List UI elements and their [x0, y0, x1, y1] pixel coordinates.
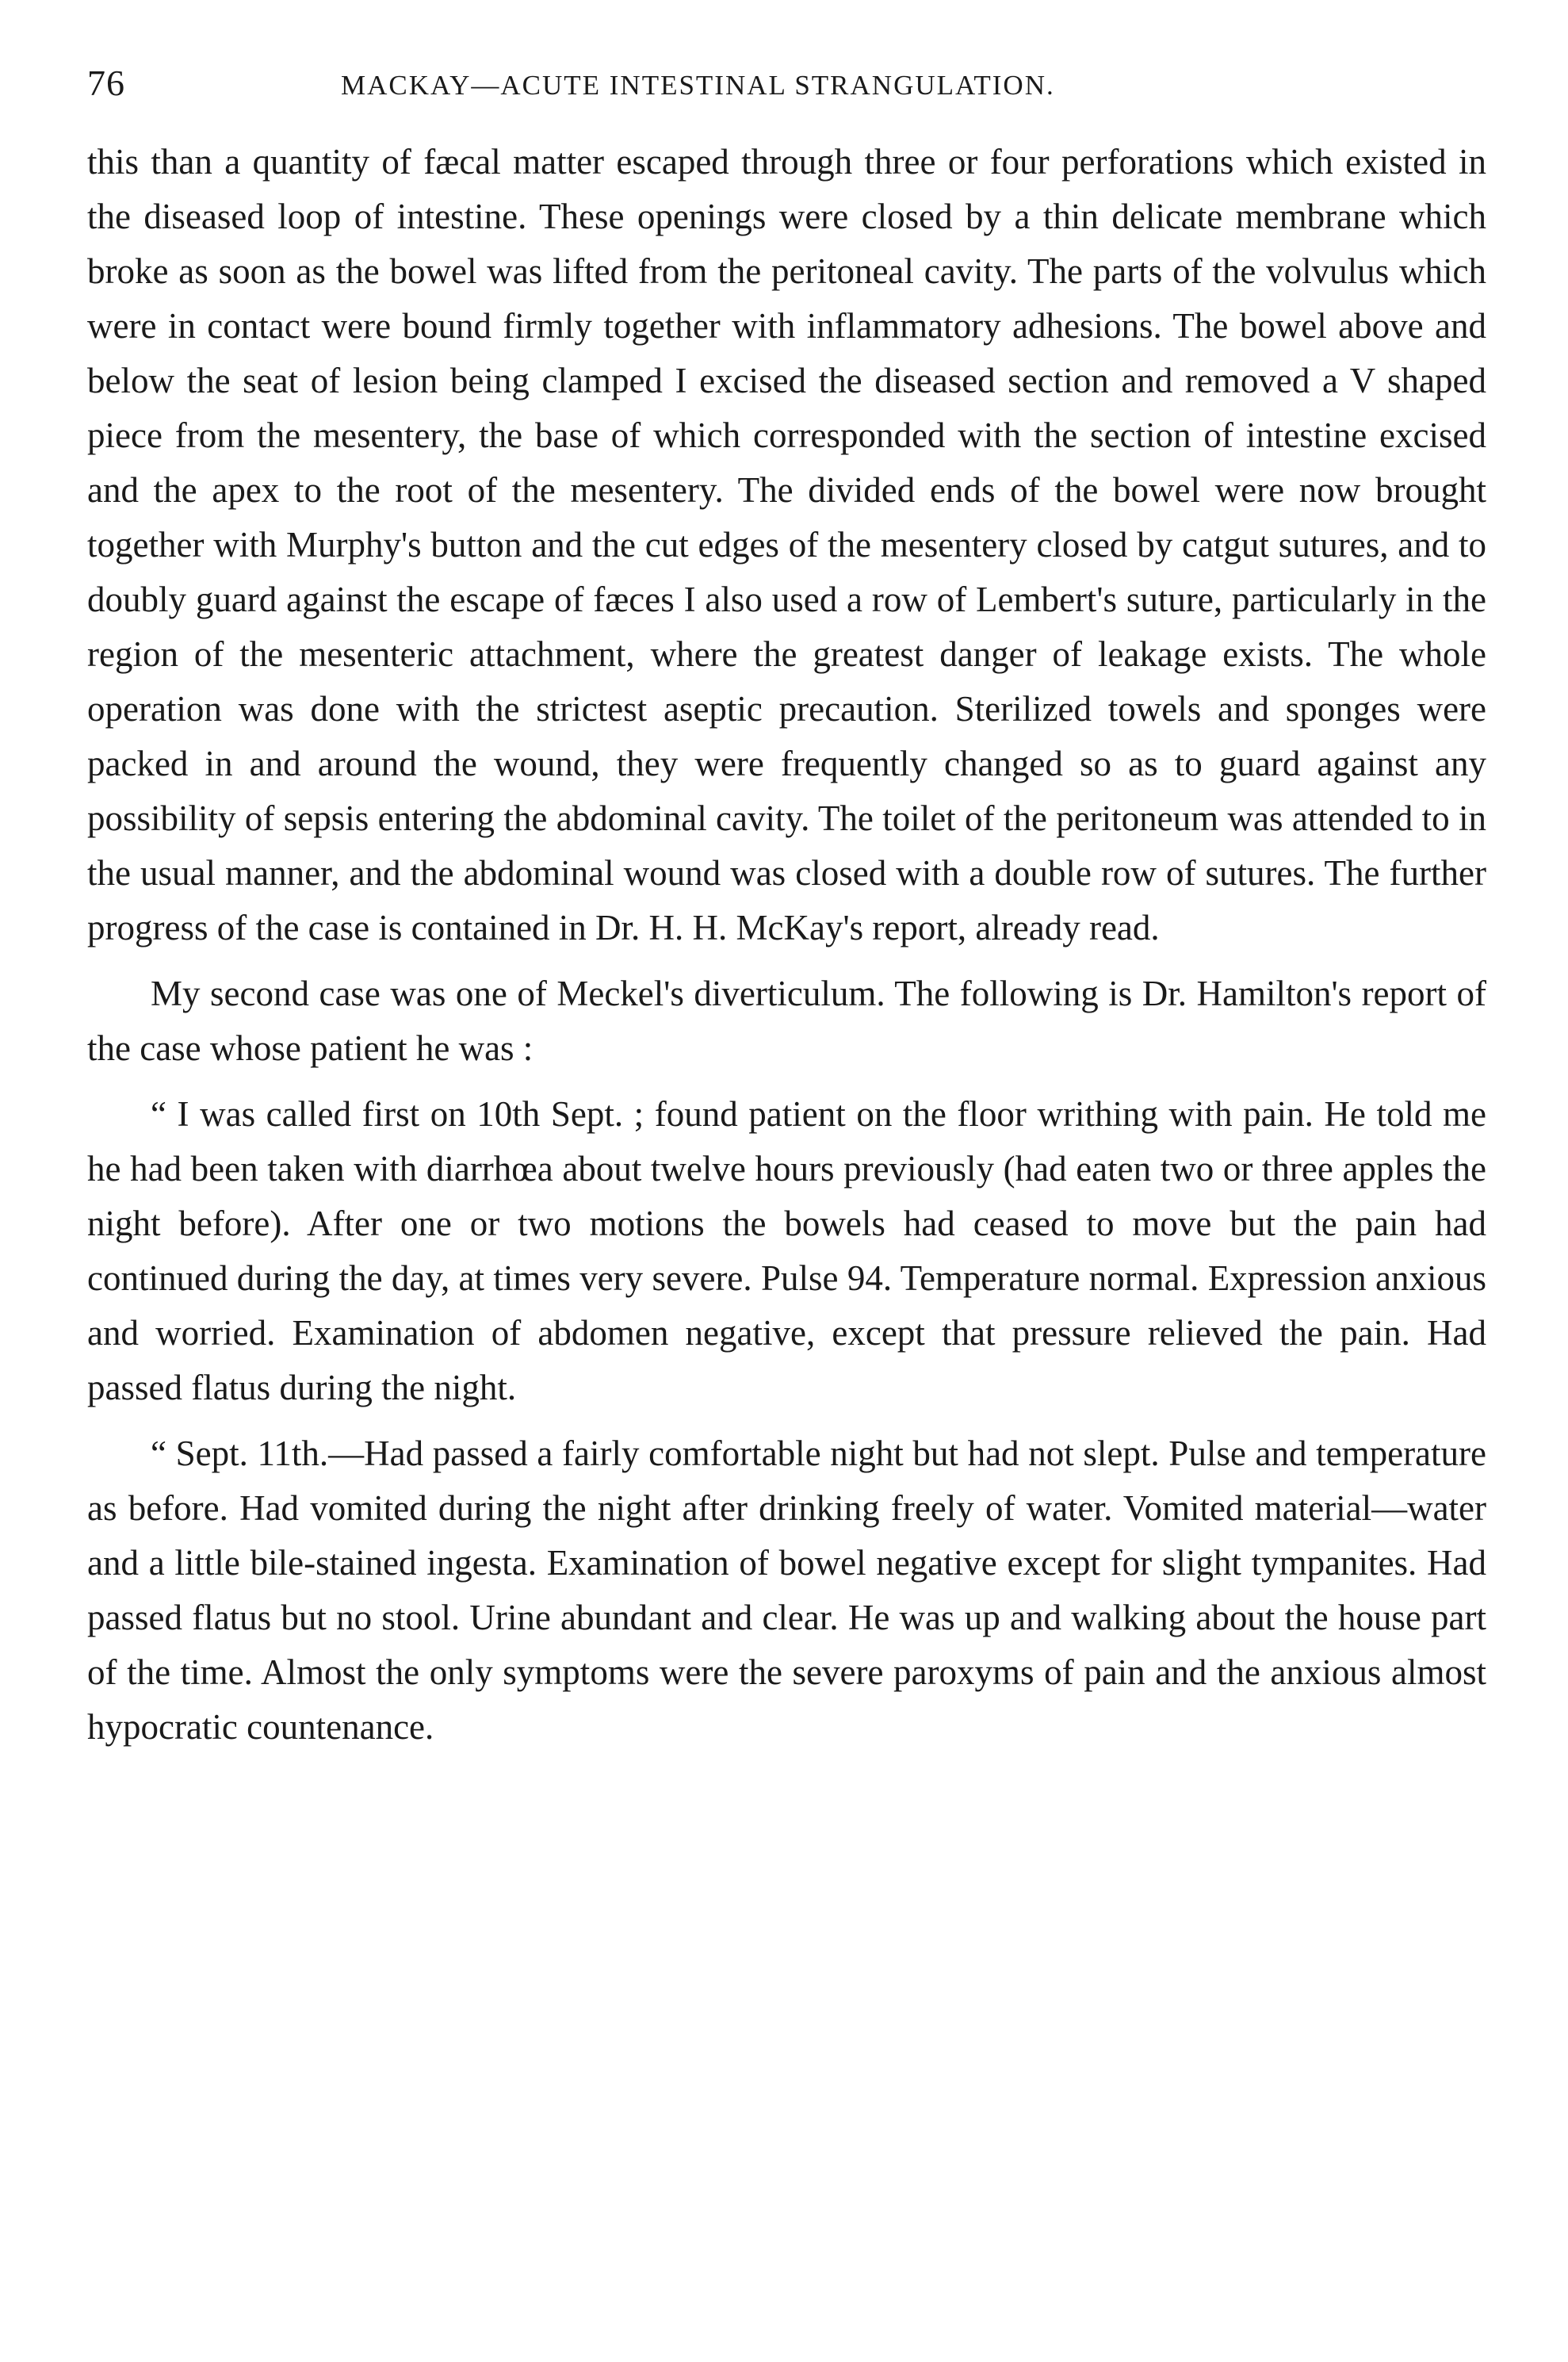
paragraph-second-case: My second case was one of Meckel's diverticulum. The following is Dr. Hamilton's report of the case whose patient he was : — [87, 974, 1486, 1068]
paragraph-operation-description: this than a quantity of fæcal matter escaped through three or four perforations which existed in the diseased loop of intestine. These openings were closed by a thin delicate membrane which broke as soon as the bowel was lifted from the peritoneal cavity. The parts of the volvulus which were in contact were bound firmly together with inflammatory adhesions. The bowel above and below the seat of lesion being clamped I excised the diseased section and removed a V shaped piece from the mesentery, the base of which corresponded with the section of intestine excised and the apex to the root of the mesentery. The divided ends of the bowel were now brought together with Murphy's button and the cut edges of the mesentery closed by catgut sutures, and to doubly guard against the escape of fæces I also used a row of Lembert's suture, particularly in the region of the mesenteric attachment, where the greatest danger of leakage exists. The whole operation was done with the strictest aseptic precaution. Sterilized towels and sponges were packed in and around the wound, they were frequently changed so as to guard against any possibility of sepsis entering the abdominal cavity. The toilet of the peritoneum was attended to in the usual manner, and the abdominal wound was closed with a double row of sutures. The further progress of the case is contained in Dr. H. H. McKay's report, already read. — [87, 142, 1486, 947]
body-text — [87, 135, 1486, 1755]
paragraph-report-sept-10: “ I was called first on 10th Sept. ; found patient on the floor writhing with pain. He told me he had been taken with diarrhœa about twelve hours previously (had eaten two or three apples the night before). After one or two motions the bowels had ceased to move but the pain had continued during the day, at times very severe. Pulse 94. Temperature normal. Expression anxious and worried. Examination of abdomen negative, except that pressure relieved the pain. Had passed flatus during the night. — [87, 1094, 1486, 1407]
book-page — [87, 56, 1486, 1755]
paragraph-report-sept-11: “ Sept. 11th.—Had passed a fairly comfortable night but had not slept. Pulse and temperature as before. Had vomited during the night after drinking freely of water. Vomited material—water and a little bile-stained ingesta. Examination of bowel negative except for slight tympanites. Had passed flatus but no stool. Urine abundant and clear. He was up and walking about the house part of the time. Almost the only symptoms were the severe paroxyms of pain and the anxious almost hypocratic countenance. — [87, 1434, 1486, 1747]
running-title: MACKAY—ACUTE INTESTINAL STRANGULATION. — [341, 70, 1055, 101]
running-head — [87, 56, 1486, 127]
page-number: 76 — [87, 63, 125, 103]
